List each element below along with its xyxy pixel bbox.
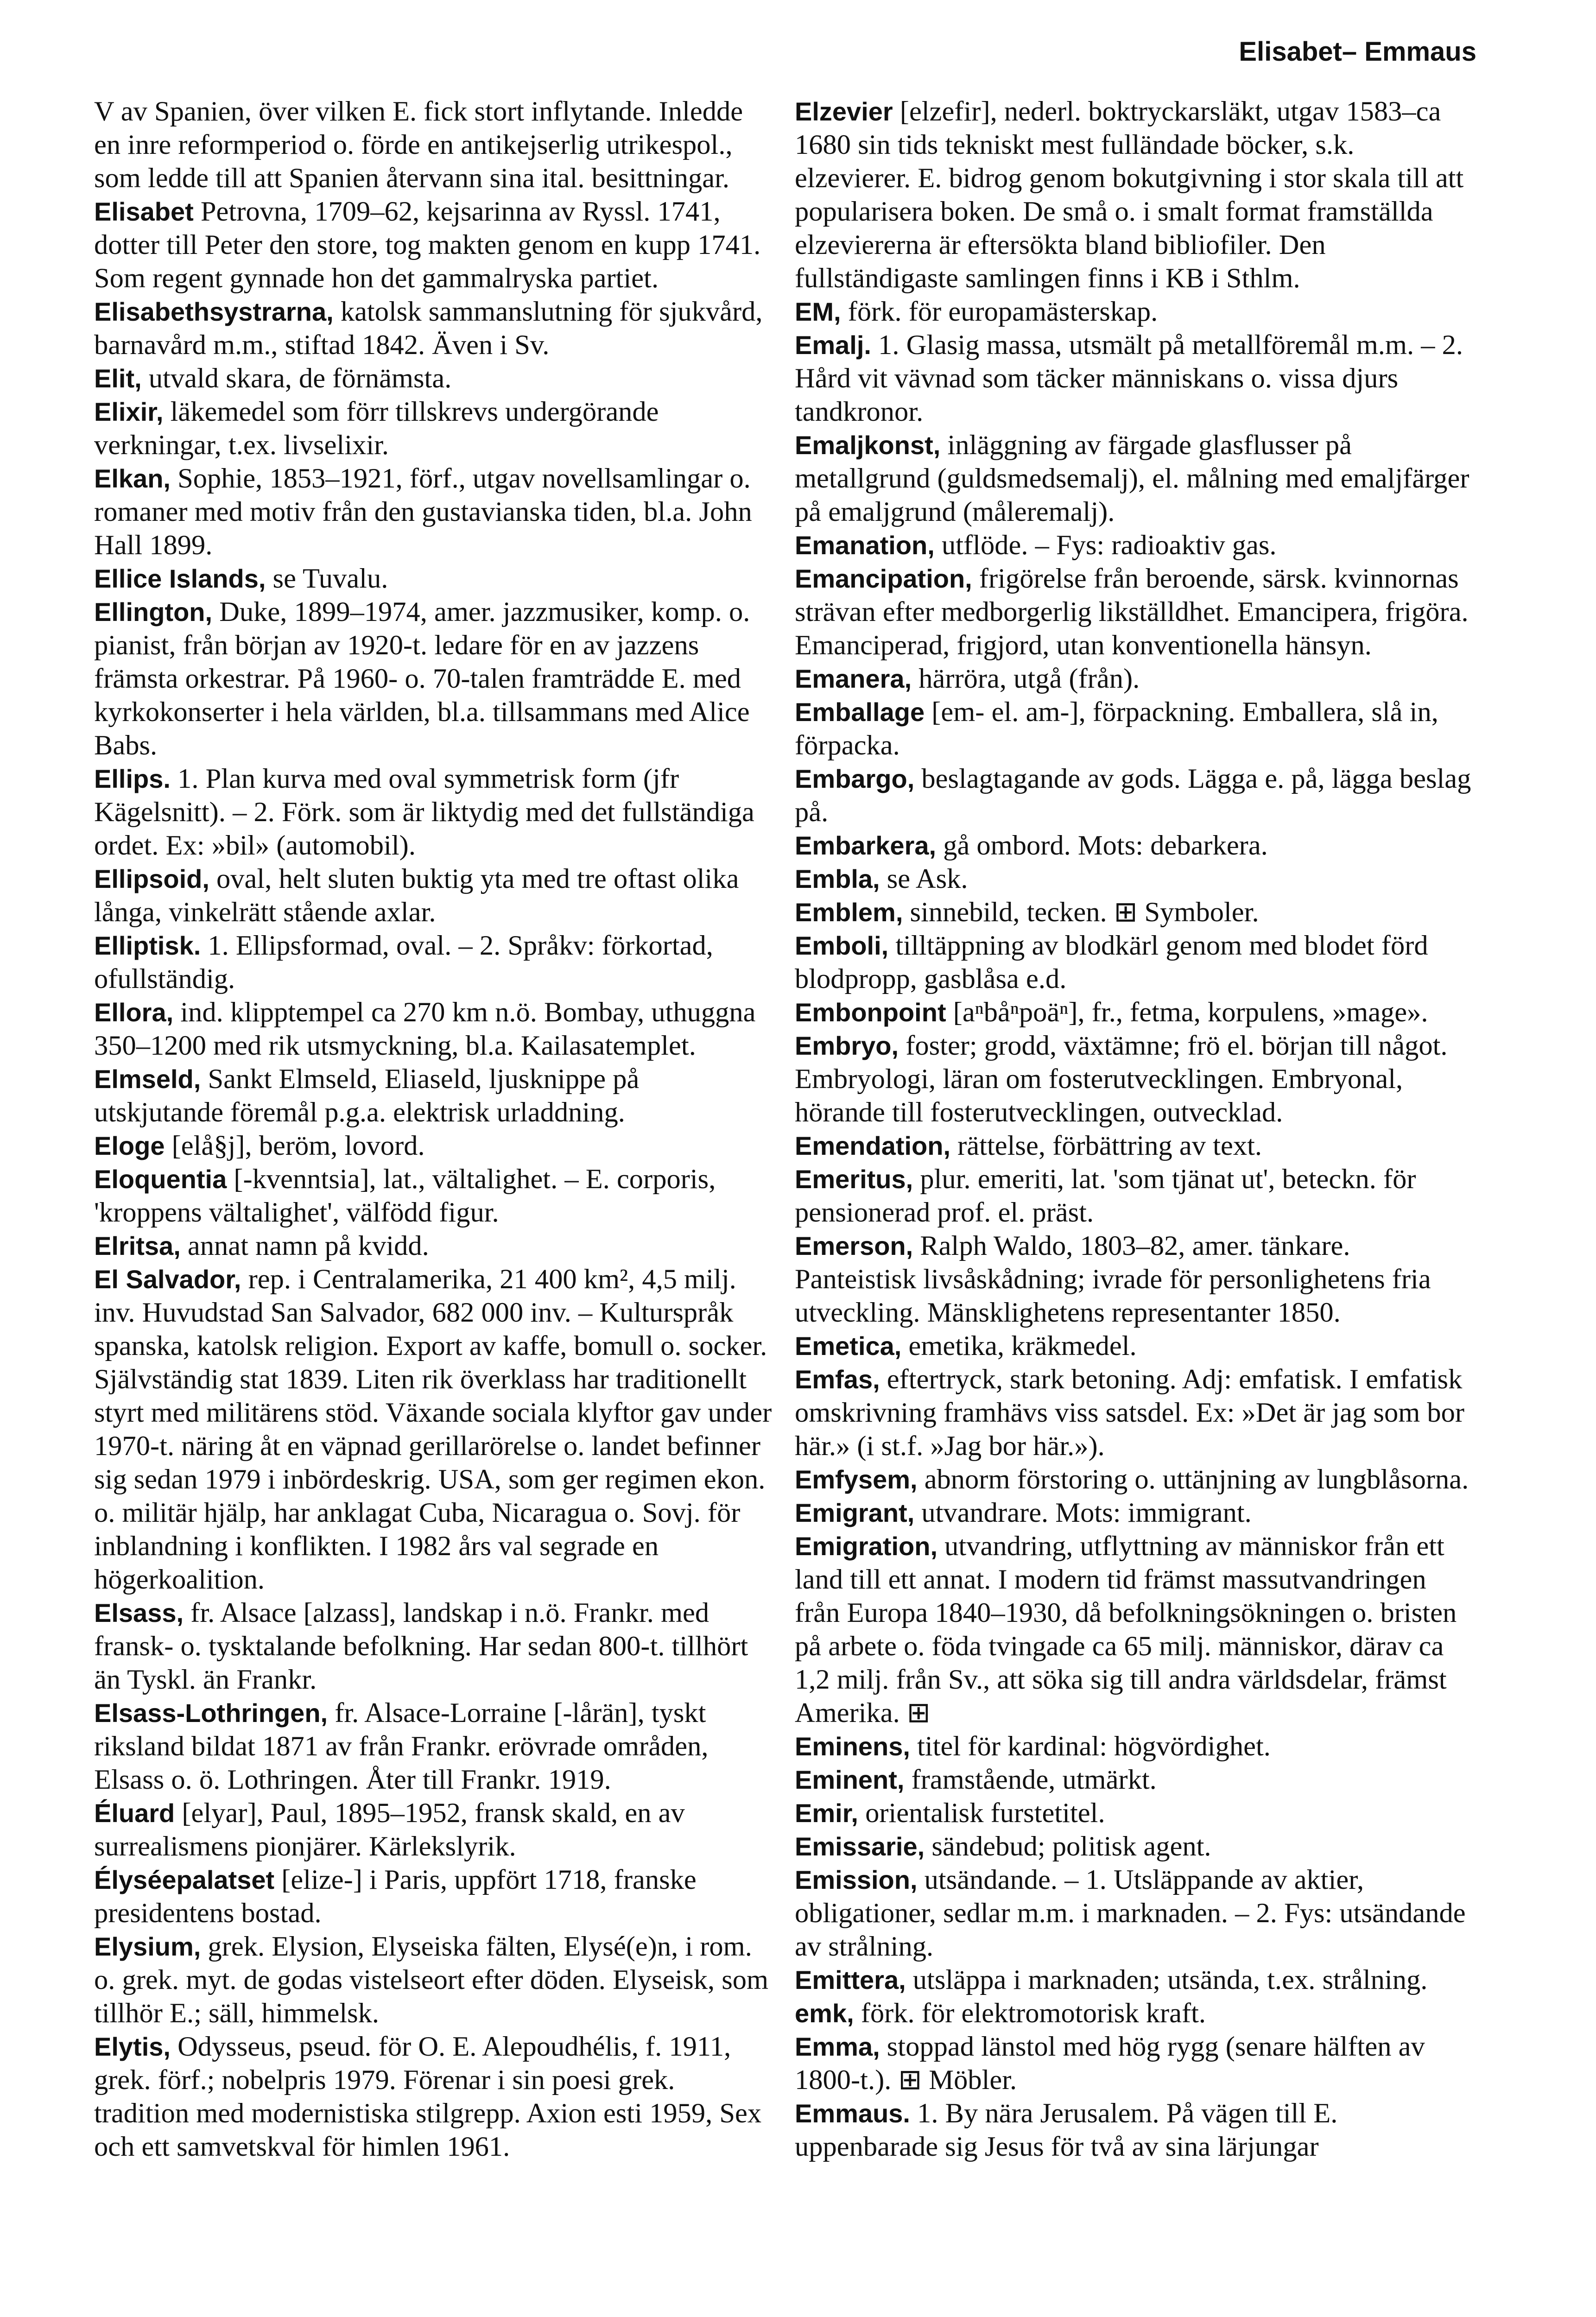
dictionary-entry: [94, 1129, 773, 1163]
entry-text: läkemedel som förr tillskrevs undergörande verkningar, t.ex. livselixir.: [94, 396, 659, 461]
entry-text: Odysseus, pseud. för O. E. Alepoudhélis, f. 1911, grek. förf.; nobelpris 1979. Förenar i sin poesi grek. tradition med modernistiska stilgrepp. Axion esti 1959, Sex och ett samvetskval för himlen 1961.: [94, 2031, 762, 2162]
entry-headword: Emission,: [795, 1865, 918, 1894]
entry-text: [em- el. am-], förpackning. Emballera, slå in, förpacka.: [795, 696, 1438, 761]
entry-headword: Elit,: [94, 364, 142, 393]
dictionary-entry: [795, 1863, 1474, 1963]
dictionary-entry: [94, 195, 773, 295]
entry-text: titel för kardinal: högvördighet.: [910, 1731, 1271, 1762]
entry-headword: Elytis,: [94, 2032, 171, 2061]
dictionary-entry: [94, 862, 773, 929]
entry-text: 1. By nära Jerusalem. På vägen till E. uppenbarade sig Jesus för två av sina lärjungar: [795, 2098, 1338, 2162]
entry-headword: Elsass-Lothringen,: [94, 1698, 328, 1728]
dictionary-entry: [795, 529, 1474, 562]
entry-headword: Emeritus,: [795, 1165, 913, 1194]
dictionary-entry: [795, 696, 1474, 762]
dictionary-entry: [94, 1163, 773, 1229]
dictionary-entry: [94, 929, 773, 996]
entry-headword: Eminent,: [795, 1765, 905, 1794]
entry-text: frigörelse från beroende, särsk. kvinnornas strävan efter medborgerlig likställdhet. Emancipera, frigöra. Emanciperad, frigjord, utan konventionella hänsyn.: [795, 563, 1469, 661]
entry-headword: Emfysem,: [795, 1465, 918, 1494]
entry-text: inläggning av färgade glasflusser på metallgrund (guldsmedsemalj), el. målning med emaljfärger på emaljgrund (måleremalj).: [795, 430, 1469, 527]
entry-text: [elyar], Paul, 1895–1952, fransk skald, en av surrealismens pionjärer. Kärlekslyrik.: [94, 1798, 685, 1862]
dictionary-entry: [94, 1863, 773, 1930]
dictionary-entry: [795, 1496, 1474, 1530]
entry-text: annat namn på kvidd.: [180, 1230, 429, 1261]
dictionary-entry: [94, 996, 773, 1063]
dictionary-entry: [94, 1797, 773, 1863]
entry-text: utflöde. – Fys: radioaktiv gas.: [934, 530, 1277, 561]
entry-headword: Emma,: [795, 2032, 880, 2061]
dictionary-entry: [795, 1163, 1474, 1229]
entry-text: sändebud; politisk agent.: [925, 1831, 1211, 1862]
dictionary-entry: [795, 1229, 1474, 1329]
entry-headword: Embarkera,: [795, 831, 937, 860]
entry-headword: EM,: [795, 297, 841, 326]
entry-text: gå ombord. Mots: debarkera.: [936, 830, 1268, 861]
entry-text: stoppad länstol med hög rygg (senare hälften av 1800-t.). ⊞ Möbler.: [795, 2031, 1425, 2095]
entry-text: utsläppa i marknaden; utsända, t.ex. strålning.: [906, 1964, 1428, 1995]
entry-headword: Elritsa,: [94, 1231, 181, 1260]
dictionary-entry: [795, 1730, 1474, 1763]
entry-text: se Ask.: [880, 863, 968, 894]
entry-headword: Embonpoint: [795, 998, 946, 1027]
entry-headword: Emanation,: [795, 531, 935, 560]
entry-headword: Emigrant,: [795, 1498, 915, 1527]
dictionary-entry: [795, 1129, 1474, 1163]
dictionary-entry: [795, 1997, 1474, 2030]
dictionary-entry: [795, 829, 1474, 862]
dictionary-entry: [795, 996, 1474, 1029]
dictionary-entry: [94, 1697, 773, 1797]
entry-text: orientalisk furstetitel.: [858, 1798, 1105, 1829]
entry-headword: Elisabethsystrarna,: [94, 297, 334, 326]
entry-headword: Eloquentia: [94, 1165, 227, 1194]
entry-headword: Emancipation,: [795, 564, 972, 593]
entry-text: katolsk sammanslutning för sjukvård, barnavård m.m., stiftad 1842. Även i Sv.: [94, 296, 763, 361]
dictionary-entry: [94, 762, 773, 862]
entry-text: framstående, utmärkt.: [904, 1764, 1157, 1795]
dictionary-entry: [94, 2030, 773, 2164]
entry-headword: Embargo,: [795, 764, 915, 793]
entry-text: [elzefir], nederl. boktryckarsläkt, utgav 1583–ca 1680 sin tids tekniskt mest fulländade böcker, s.k. elzevierer. E. bidrog genom bokutgivning i stor skala till att popularisera boken. De små o. i smalt format framställda elzeviererna är eftersökta bland bibliofiler. Den fullständigaste samlingen finns i KB i Sthlm.: [795, 96, 1464, 294]
entry-text: 1. Glasig massa, utsmält på metallföremål m.m. – 2. Hård vit vävnad som täcker människans o. vissa djurs tandkronor.: [795, 329, 1463, 427]
entry-headword: emk,: [795, 1999, 854, 2028]
entry-headword: Emendation,: [795, 1131, 951, 1160]
entry-headword: Emalj.: [795, 330, 871, 360]
entry-text: oval, helt sluten buktig yta med tre oftast olika långa, vinkelrätt stående axlar.: [94, 863, 739, 928]
dictionary-entry: [94, 595, 773, 762]
dictionary-entry: [795, 929, 1474, 996]
dictionary-entry: [795, 1763, 1474, 1797]
entry-text: abnorm förstoring o. uttänjning av lungblåsorna.: [917, 1464, 1469, 1495]
entry-text: [elize-] i Paris, uppfört 1718, franske presidentens bostad.: [94, 1864, 697, 1929]
entry-text: sinnebild, tecken. ⊞ Symboler.: [903, 897, 1259, 928]
running-head: Elisabet– Emmaus: [1239, 37, 1476, 67]
entry-headword: Emboli,: [795, 931, 889, 960]
entry-headword: Ellington,: [94, 597, 213, 627]
entry-headword: Emfas,: [795, 1365, 880, 1394]
entry-headword: Emissarie,: [795, 1832, 925, 1861]
entry-text: grek. Elysion, Elyseiska fälten, Elysé(e)n, i rom. o. grek. myt. de godas vistelseort efter döden. Elyseisk, som tillhör E.; säll, himmelsk.: [94, 1931, 769, 2029]
entry-headword: Embryo,: [795, 1031, 899, 1060]
dictionary-entry: [795, 1830, 1474, 1863]
entry-headword: Ellips.: [94, 764, 171, 793]
entry-headword: Elixir,: [94, 397, 164, 426]
dictionary-entry: [94, 362, 773, 395]
dictionary-entry: [94, 1229, 773, 1263]
entry-text: Ralph Waldo, 1803–82, amer. tänkare. Panteistisk livsåskådning; ivrade för personlighetens fria utveckling. Mänsklighetens representanter 1850.: [795, 1230, 1431, 1328]
entry-headword: Elsass,: [94, 1598, 184, 1627]
entry-text: utvandrare. Mots: immigrant.: [914, 1497, 1252, 1528]
dictionary-entry: [795, 329, 1474, 429]
dictionary-entry: [94, 295, 773, 362]
entry-text: tilltäppning av blodkärl genom med blodet förd blodpropp, gasblåsa e.d.: [795, 930, 1428, 994]
dictionary-entry: [795, 1463, 1474, 1496]
entry-headword: Ellice Islands,: [94, 564, 266, 593]
entry-text: rättelse, förbättring av text.: [950, 1130, 1262, 1161]
entry-text: härröra, utgå (från).: [912, 663, 1140, 694]
entry-text: se Tuvalu.: [266, 563, 388, 594]
dictionary-entry: [795, 2097, 1474, 2164]
entry-headword: Eloge: [94, 1131, 165, 1160]
dictionary-entry: [795, 862, 1474, 896]
entry-text: [aⁿbåⁿpoäⁿ], fr., fetma, korpulens, »mage».: [946, 997, 1428, 1028]
entry-text: 1. Ellipsformad, oval. – 2. Språkv: förkortad, ofullständig.: [94, 930, 713, 994]
entry-headword: Eminens,: [795, 1732, 910, 1761]
entry-headword: Emittera,: [795, 1965, 906, 1994]
entry-headword: Emballage: [795, 697, 925, 727]
dictionary-entry: [94, 462, 773, 562]
entry-text: Duke, 1899–1974, amer. jazzmusiker, komp. o. pianist, från början av 1920-t. ledare för en av jazzens främsta orkestrar. På 1960- o. 70-talen framträdde E. med kyrkokonserter i hela världen, bl.a. tillsammans med Alice Babs.: [94, 596, 750, 761]
dictionary-entry: [795, 896, 1474, 929]
entry-headword: Elliptisk.: [94, 931, 201, 960]
left-column: [94, 95, 773, 2164]
entry-text: förk. för europamästerskap.: [841, 296, 1158, 327]
dictionary-entry: [94, 95, 773, 195]
entry-headword: Emetica,: [795, 1331, 902, 1361]
dictionary-entry: [795, 662, 1474, 696]
entry-headword: Elmseld,: [94, 1064, 201, 1094]
entry-headword: Ellipsoid,: [94, 864, 209, 893]
entry-text: förk. för elektromotorisk kraft.: [854, 1998, 1206, 2029]
dictionary-entry: [795, 1329, 1474, 1363]
dictionary-entry: [795, 295, 1474, 329]
entry-headword: Embla,: [795, 864, 880, 893]
entry-headword: Ellora,: [94, 998, 174, 1027]
dictionary-entry: [795, 429, 1474, 529]
dictionary-entry: [94, 1063, 773, 1129]
dictionary-entry: [94, 562, 773, 595]
entry-headword: Elisabet: [94, 197, 194, 226]
entry-text: [-kvenntsia], lat., vältalighet. – E. corporis, 'kroppens vältalighet', välfödd figur.: [94, 1164, 716, 1228]
entry-headword: Elzevier: [795, 97, 893, 126]
entry-text: fr. Alsace-Lorraine [-lårän], tyskt riksland bildat 1871 av från Frankr. erövrade områden, Elsass o. ö. Lothringen. Åter till Frankr. 1919.: [94, 1697, 709, 1795]
entry-text: beslagtagande av gods. Lägga e. på, lägga beslag på.: [795, 763, 1471, 828]
entry-headword: Éluard: [94, 1798, 175, 1828]
dictionary-entry: [795, 1363, 1474, 1463]
entry-text: utsändande. – 1. Utsläppande av aktier, obligationer, sedlar m.m. i marknaden. – 2. Fys: utsändande av strålning.: [795, 1864, 1466, 1962]
dictionary-entry: [795, 1029, 1474, 1129]
entry-text: rep. i Centralamerika, 21 400 km², 4,5 milj. inv. Huvudstad San Salvador, 682 000 inv. – Kulturspråk spanska, katolsk religion. Export av kaffe, bomull o. socker. Självständig stat 1839. Liten rik överklass har traditionellt styrt med militärens stöd. Växande sociala klyftor gav under 1970-t. näring åt en väpnad gerillarörelse o. landet befinner sig sedan 1979 i inbördeskrig. USA, som ger regimen ekon. o. militär hjälp, har anklagat Cuba, Nicaragua o. Sovj. för inblandning i konflikten. I 1982 års val segrade en högerkoalition.: [94, 1264, 772, 1595]
entry-text: [elå§j], beröm, lovord.: [165, 1130, 425, 1161]
entry-headword: Emmaus.: [795, 2099, 910, 2128]
dictionary-entry: [795, 1797, 1474, 1830]
entry-text: fr. Alsace [alzass], landskap i n.ö. Frankr. med fransk- o. tysktalande befolkning. Har sedan 800-t. tillhört än Tyskl. än Frankr.: [94, 1597, 748, 1695]
dictionary-entry: [795, 1963, 1474, 1997]
entry-text: utvandring, utflyttning av människor från ett land till ett annat. I modern tid främst massutvandringen från Europa 1840–1930, då befolkningsökningen o. bristen på arbete o. föda tvingade ca 65 milj. människor, därav ca 1,2 milj. från Sv., att söka sig till andra världsdelar, främst Amerika. ⊞: [795, 1531, 1457, 1728]
entry-text: Sankt Elmseld, Eliaseld, ljusknippe på utskjutande föremål p.g.a. elektrisk urladdning.: [94, 1064, 640, 1128]
entry-headword: Emblem,: [795, 898, 903, 927]
entry-headword: Elkan,: [94, 464, 171, 493]
entry-headword: Elysium,: [94, 1932, 201, 1961]
entry-headword: Emaljkonst,: [795, 430, 941, 460]
entry-text: emetika, kräkmedel.: [901, 1330, 1137, 1361]
entry-text: V av Spanien, över vilken E. fick stort inflytande. Inledde en inre reformperiod o. förde en antikejserlig utrikespol., som ledde till att Spanien återvann sina ital. besittningar.: [94, 96, 743, 194]
right-column: [795, 95, 1474, 2164]
entry-headword: Emanera,: [795, 664, 912, 693]
dictionary-entry: [795, 2030, 1474, 2097]
entry-headword: Emerson,: [795, 1231, 913, 1260]
dictionary-entry: [94, 395, 773, 462]
entry-text: Petrovna, 1709–62, kejsarinna av Ryssl. 1741, dotter till Peter den store, tog makten genom en kupp 1741. Som regent gynnade hon det gammalryska partiet.: [94, 196, 761, 294]
dictionary-entry: [795, 95, 1474, 295]
entry-text: eftertryck, stark betoning. Adj: emfatisk. I emfatisk omskrivning framhävs viss satsdel. Ex: »Det är jag som bor här.» (i st.f. »Jag bor här.»).: [795, 1364, 1465, 1462]
dictionary-entry: [94, 1596, 773, 1697]
entry-text: ind. klipptempel ca 270 km n.ö. Bombay, uthuggna 350–1200 med rik utsmyckning, bl.a. Kailasatemplet.: [94, 997, 756, 1061]
entry-text: Sophie, 1853–1921, förf., utgav novellsamlingar o. romaner med motiv från den gustavianska tiden, bl.a. John Hall 1899.: [94, 463, 752, 561]
dictionary-entry: [795, 1530, 1474, 1730]
entry-headword: Élyséepalatset: [94, 1865, 275, 1894]
entry-text: foster; grodd, växtämne; frö el. början till något. Embryologi, läran om fosterutvecklingen. Embryonal, hörande till fosterutvecklingen, outvecklad.: [795, 1030, 1448, 1128]
entry-headword: Emigration,: [795, 1532, 938, 1561]
dictionary-entry: [795, 562, 1474, 662]
entry-text: 1. Plan kurva med oval symmetrisk form (jfr Kägelsnitt). – 2. Förk. som är liktydig med det fullständiga ordet. Ex: »bil» (automobil).: [94, 763, 754, 861]
dictionary-entry: [795, 762, 1474, 829]
dictionary-entry: [94, 1930, 773, 2030]
dictionary-entry: [94, 1263, 773, 1596]
entry-text: plur. emeriti, lat. 'som tjänat ut', beteckn. för pensionerad prof. el. präst.: [795, 1164, 1416, 1228]
entry-text: utvald skara, de förnämsta.: [141, 363, 452, 394]
entry-headword: El Salvador,: [94, 1265, 241, 1294]
entry-headword: Emir,: [795, 1798, 858, 1828]
